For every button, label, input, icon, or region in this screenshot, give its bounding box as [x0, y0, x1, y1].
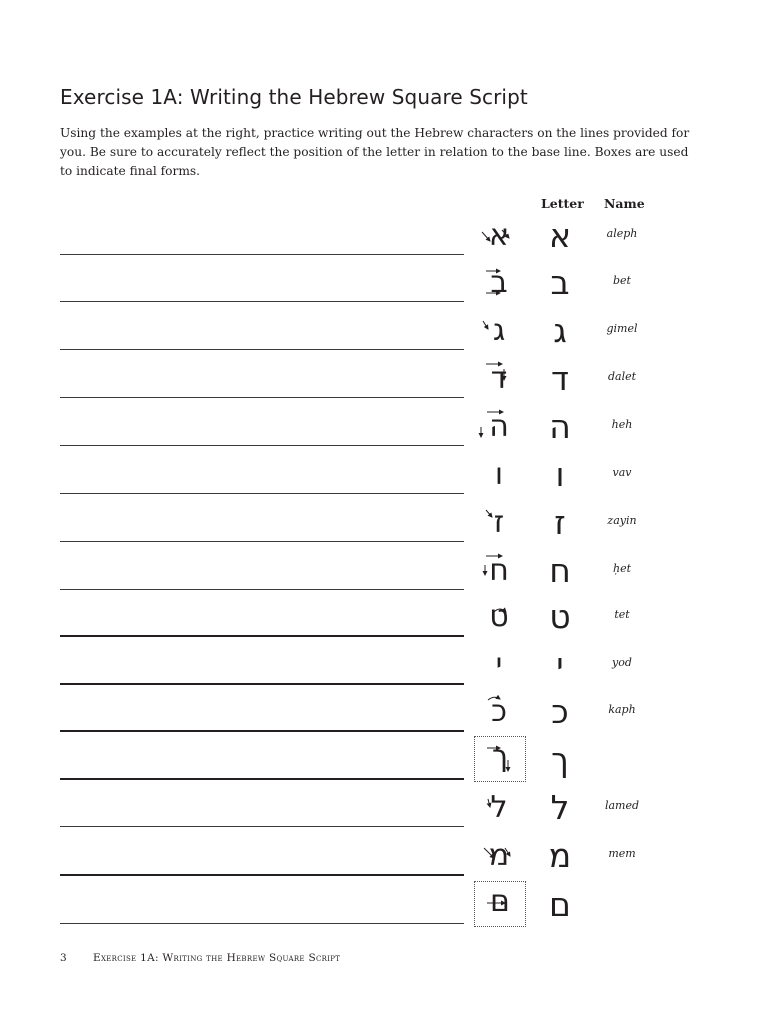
stroke-order-arrow-icon: [494, 609, 506, 612]
hebrew-letter: ם: [549, 885, 571, 924]
hebrew-letter: ך: [551, 740, 569, 779]
letter-name: lamed: [604, 799, 640, 812]
letter-name: dalet: [607, 370, 637, 383]
stroke-order-arrow-icon: [486, 510, 492, 517]
letter-name: tet: [614, 608, 630, 621]
page-number: 3: [60, 952, 67, 964]
page-title: Exercise 1A: Writing the Hebrew Square Script: [60, 85, 528, 110]
letter-name: heh: [611, 418, 633, 431]
running-footer-title: Exercise 1A: Writing the Hebrew Square Script: [93, 952, 341, 964]
letter-name: vav: [612, 466, 632, 479]
hebrew-letter: ז: [554, 503, 566, 542]
letter-name: yod: [612, 656, 632, 669]
stroke-order-arrow-icon: [488, 697, 500, 700]
hebrew-letter: ג: [553, 311, 567, 350]
letter-name: zayin: [607, 514, 637, 527]
hebrew-letter: ח: [549, 551, 571, 590]
letter-name: aleph: [606, 227, 638, 240]
name-column-header: Name: [604, 196, 645, 211]
stroke-model-char: י: [495, 647, 503, 682]
hebrew-letter: מ: [548, 836, 572, 875]
stroke-order-arrow-icon: [502, 230, 509, 238]
hebrew-letter: ל: [550, 788, 570, 827]
stroke-model-char: ח: [489, 553, 509, 588]
instructions-text: Using the examples at the right, practice writing out the Hebrew characters on the lines provided for you. Be sure to accurately reflect the position of the letter in relation to the base line. Boxes are used to indicate final forms.: [60, 126, 690, 178]
stroke-order-arrow-icon: [483, 321, 488, 329]
stroke-model-char: מ: [488, 838, 510, 873]
stroke-order-arrow-icon: [488, 799, 490, 807]
stroke-model-char: ה: [489, 409, 509, 444]
stroke-model-char: ך: [491, 739, 509, 774]
stroke-model-char: ג: [492, 313, 506, 348]
hebrew-letter: ט: [549, 597, 571, 636]
stroke-model-char: ב: [490, 265, 508, 300]
page-footer: [60, 952, 340, 964]
hebrew-letter: כ: [551, 692, 569, 731]
stroke-model-char: כ: [491, 694, 507, 729]
letter-name: kaph: [608, 703, 636, 716]
letter-name: ḥet: [612, 562, 631, 575]
letter-name: gimel: [606, 322, 638, 335]
hebrew-letter: ו: [555, 455, 565, 494]
stroke-order-arrow-icon: [505, 848, 510, 856]
stroke-model-char: ד: [490, 361, 508, 396]
stroke-model-char: ם: [490, 884, 510, 919]
letter-name: mem: [608, 847, 636, 860]
stroke-model-char: ל: [490, 790, 508, 825]
hebrew-letter: ה: [549, 407, 571, 446]
stroke-order-arrow-icon: [484, 848, 494, 858]
hebrew-letter: י: [556, 645, 564, 684]
hebrew-letter: ד: [550, 359, 569, 398]
letter-column-header: Letter: [541, 196, 584, 211]
hebrew-letter: א: [548, 216, 572, 255]
stroke-model-char: ט: [489, 599, 509, 634]
stroke-order-arrow-icon: [482, 232, 490, 241]
stroke-model-char: א: [488, 218, 510, 253]
stroke-model-char: ז: [493, 505, 505, 540]
letter-name: bet: [613, 274, 631, 287]
stroke-model-char: ו: [494, 457, 504, 492]
hebrew-letter: ב: [550, 263, 570, 302]
